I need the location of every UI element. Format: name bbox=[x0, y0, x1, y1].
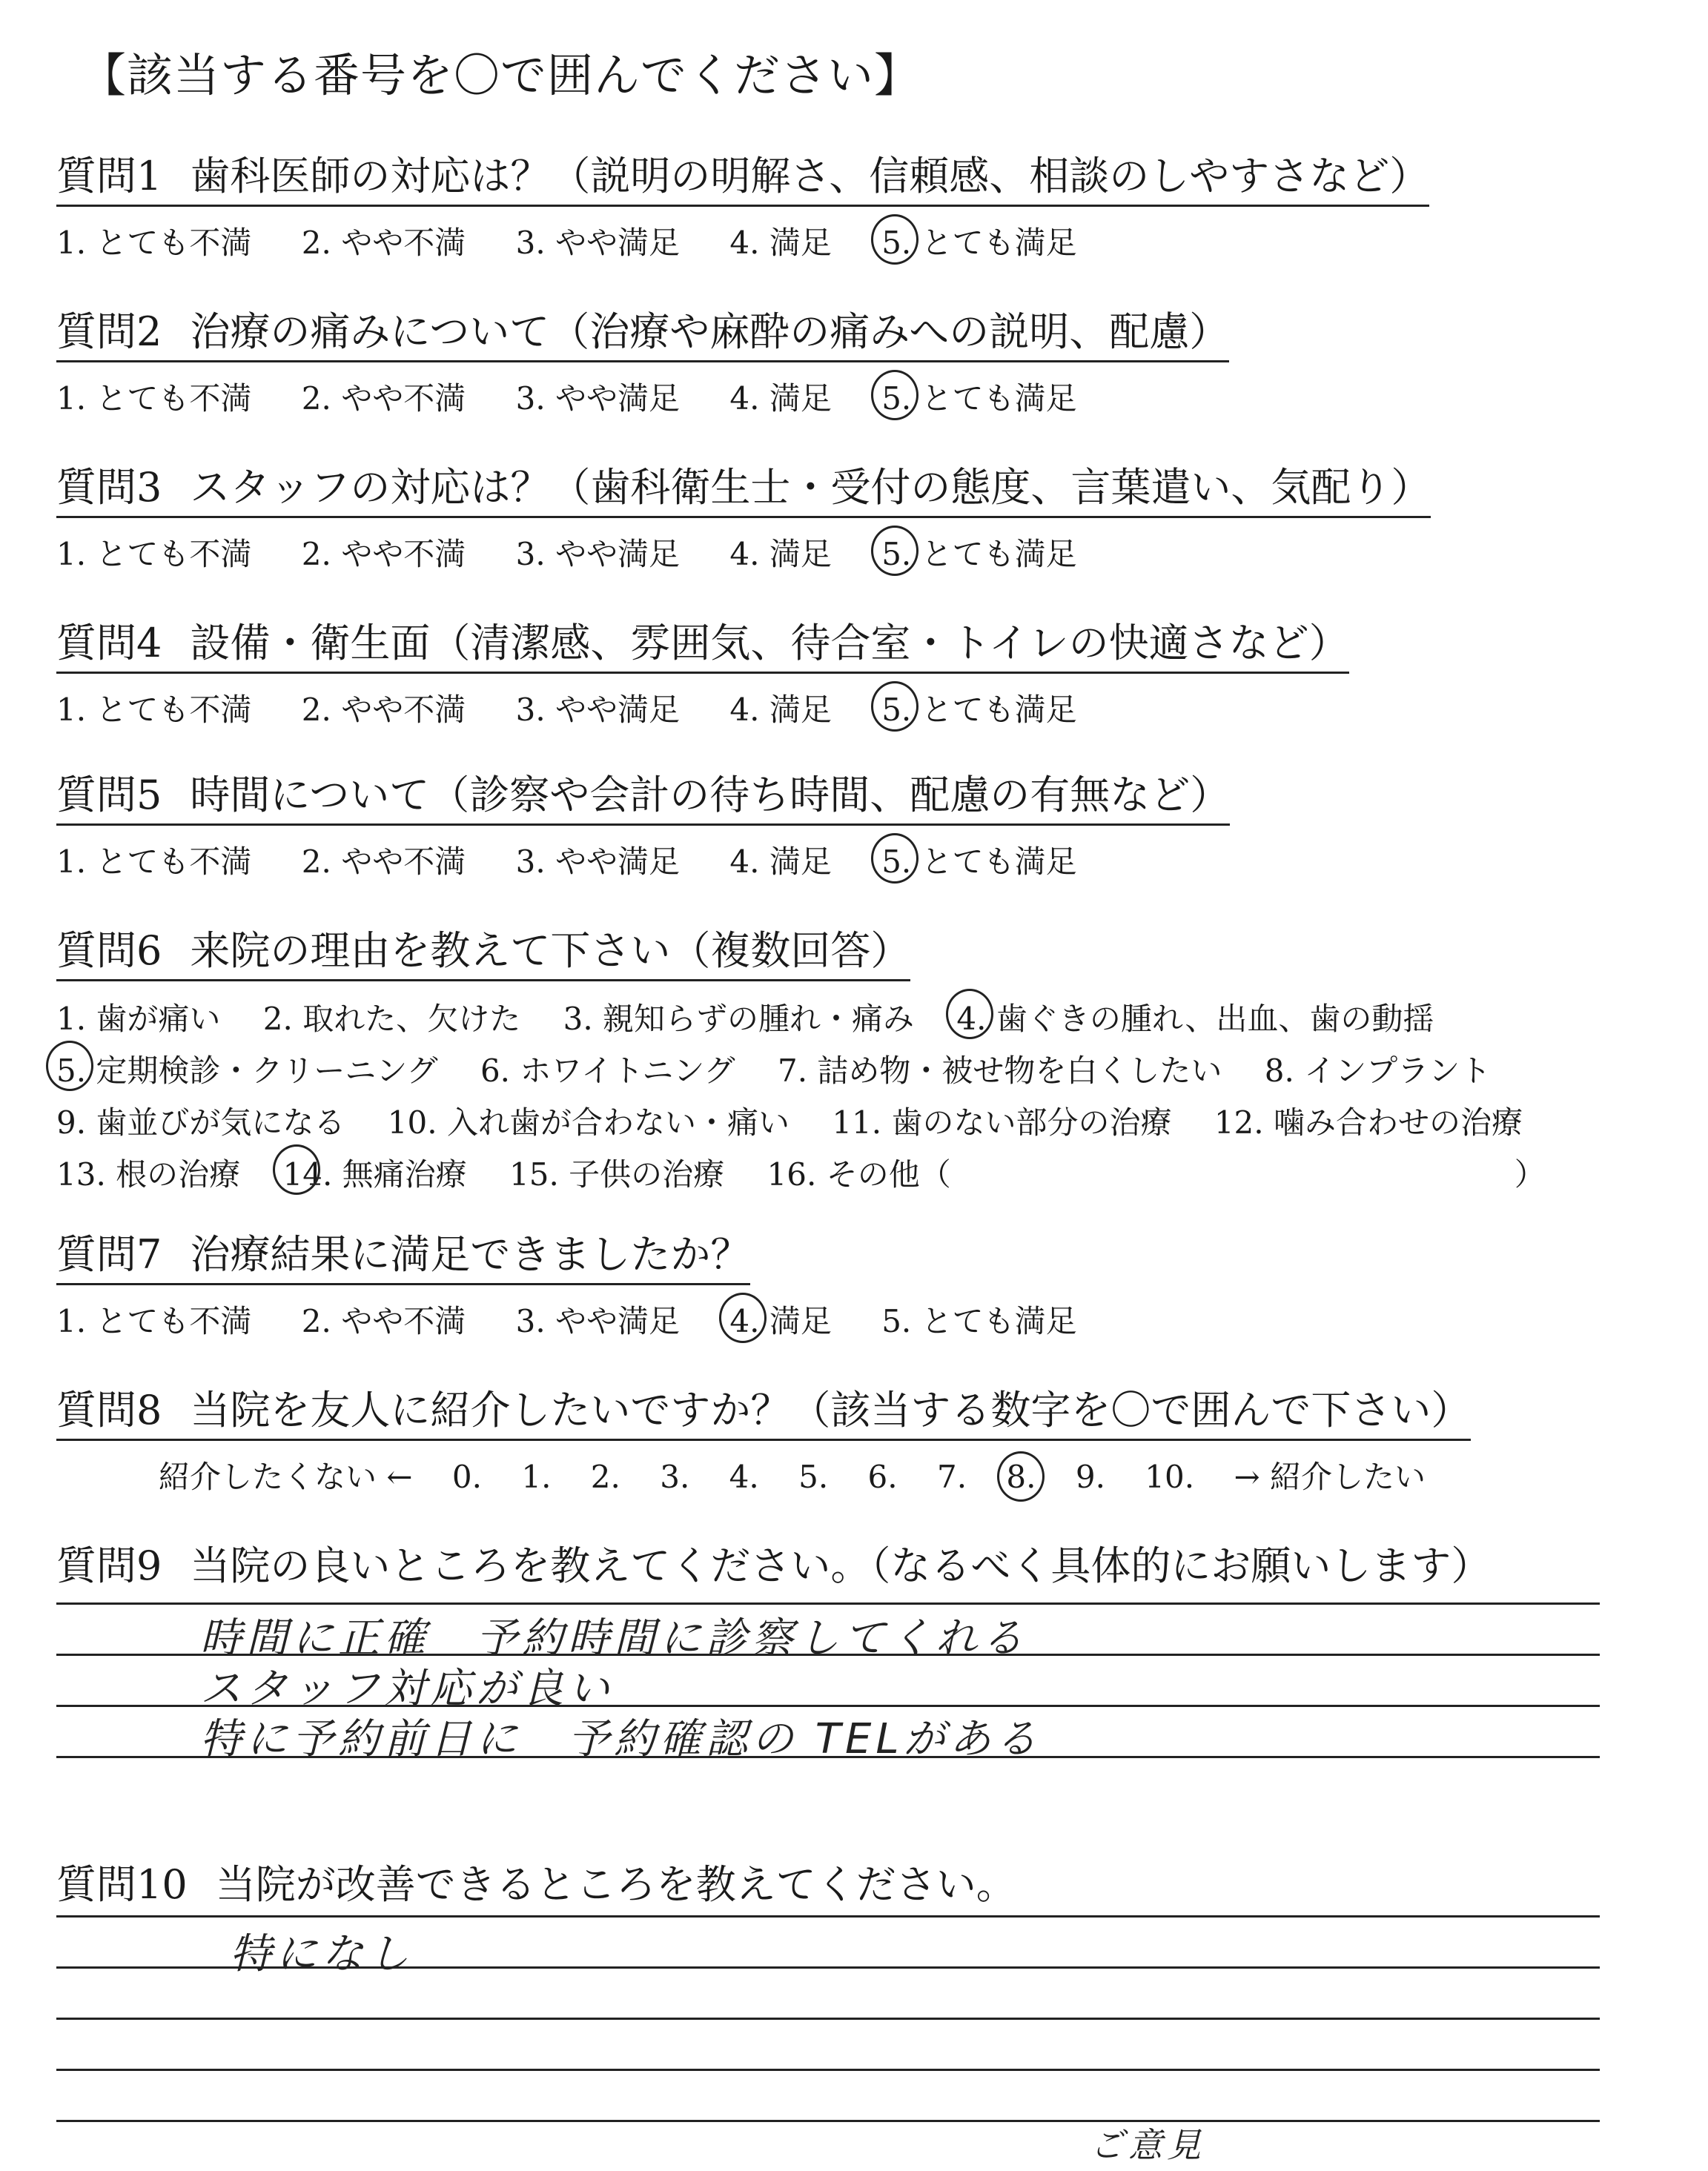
scale-0[interactable]: 0. bbox=[451, 1459, 482, 1495]
answer-options bbox=[56, 374, 1635, 419]
option-3[interactable]: 3. やや満足 bbox=[515, 692, 681, 728]
selection-circle bbox=[871, 214, 918, 265]
question-8 bbox=[56, 1379, 1635, 1497]
question-title: 質問10 当院が改善できるところを教えてください。 bbox=[56, 1861, 1016, 1908]
answer-options bbox=[56, 686, 1635, 730]
options-row bbox=[56, 993, 1635, 1045]
option-12[interactable]: 12. 噛み合わせの治療 bbox=[1214, 1104, 1523, 1141]
option-5-circled[interactable]: 5. とても満足 bbox=[881, 686, 1076, 730]
scale-right-label: → 紹介したい bbox=[1234, 1459, 1426, 1495]
option-5-circled[interactable]: 5. とても満足 bbox=[881, 530, 1076, 574]
option-2[interactable]: 2. やや不満 bbox=[301, 692, 466, 728]
option-4-circled[interactable]: 4. 歯ぐきの腫れ、出血、歯の動揺 bbox=[956, 993, 1434, 1045]
option-4[interactable]: 4. 満足 bbox=[729, 225, 832, 261]
scale-3[interactable]: 3. bbox=[660, 1459, 690, 1495]
answer-options bbox=[56, 1297, 1635, 1342]
scale-2[interactable]: 2. bbox=[590, 1459, 620, 1495]
option-2[interactable]: 2. やや不満 bbox=[301, 380, 466, 417]
question-title: 質問7 治療結果に満足できましたか？ bbox=[56, 1223, 750, 1285]
options-row bbox=[56, 1097, 1635, 1149]
option-13[interactable]: 13. 根の治療 bbox=[56, 1156, 241, 1193]
selection-circle bbox=[871, 526, 918, 576]
answer-line bbox=[56, 1915, 1600, 1918]
answer-line bbox=[56, 1602, 1600, 1605]
option-7[interactable]: 7. 詰め物・被せ物を白くしたい bbox=[777, 1053, 1222, 1089]
scale-6[interactable]: 6. bbox=[867, 1459, 898, 1495]
question-title: 質問2 治療の痛みについて（治療や麻酔の痛みへの説明、配慮） bbox=[56, 300, 1229, 362]
question-title: 質問8 当院を友人に紹介したいですか？（該当する数字を〇で囲んで下さい） bbox=[56, 1379, 1471, 1441]
option-16-other[interactable]: 16. その他（ ） bbox=[767, 1156, 1546, 1193]
option-14-circled[interactable]: 14. 無痛治療 bbox=[283, 1149, 467, 1201]
question-2 bbox=[56, 300, 1635, 419]
question-title: 質問9 当院の良いところを教えてください。（なるべく具体的にお願いします） bbox=[56, 1542, 1492, 1589]
question-title: 質問1 歯科医師の対応は？（説明の明解さ、信頼感、相談のしやすさなど） bbox=[56, 145, 1429, 207]
answer-options bbox=[56, 838, 1635, 882]
selection-circle bbox=[946, 989, 993, 1039]
option-2[interactable]: 2. やや不満 bbox=[301, 225, 466, 261]
option-11[interactable]: 11. 歯のない部分の治療 bbox=[832, 1104, 1172, 1141]
answer-options bbox=[56, 530, 1635, 574]
option-1[interactable]: 1. とても不満 bbox=[56, 1303, 252, 1339]
option-4[interactable]: 4. 満足 bbox=[729, 536, 832, 572]
option-1[interactable]: 1. とても不満 bbox=[56, 536, 252, 572]
question-3 bbox=[56, 456, 1635, 574]
question-5 bbox=[56, 763, 1635, 882]
handwritten-answer-line-2: スタッフ対応が良い bbox=[200, 1665, 614, 1713]
selection-circle bbox=[871, 370, 918, 420]
option-1[interactable]: 1. とても不満 bbox=[56, 380, 252, 417]
scale-8-circled[interactable]: 8. bbox=[1006, 1459, 1036, 1495]
question-title: 質問4 設備・衛生面（清潔感、雰囲気、待合室・トイレの快適さなど） bbox=[56, 611, 1349, 674]
question-6 bbox=[56, 919, 1635, 1201]
option-4[interactable]: 4. 満足 bbox=[729, 692, 832, 728]
question-9 bbox=[56, 1534, 1635, 1591]
recommend-scale bbox=[159, 1453, 1635, 1497]
option-3[interactable]: 3. やや満足 bbox=[515, 1303, 681, 1339]
option-9[interactable]: 9. 歯並びが気になる bbox=[56, 1104, 345, 1141]
question-1 bbox=[56, 145, 1635, 263]
scale-5[interactable]: 5. bbox=[798, 1459, 829, 1495]
option-3[interactable]: 3. やや満足 bbox=[515, 380, 681, 417]
handwritten-answer-line-1: 時間に正確 予約時間に診察してくれる bbox=[200, 1614, 1027, 1663]
handwritten-answer-line-3: 特に予約前日に 予約確認の TELがある bbox=[200, 1715, 1042, 1763]
scale-left-label: 紹介したくない ← bbox=[159, 1459, 413, 1495]
option-2[interactable]: 2. やや不満 bbox=[301, 1303, 466, 1339]
option-5[interactable]: 5. とても満足 bbox=[881, 1303, 1077, 1339]
option-3[interactable]: 3. やや満足 bbox=[515, 843, 681, 880]
option-10[interactable]: 10. 入れ歯が合わない・痛い bbox=[387, 1104, 790, 1141]
option-2[interactable]: 2. 取れた、欠けた bbox=[262, 1001, 521, 1037]
question-4 bbox=[56, 611, 1635, 730]
option-3[interactable]: 3. 親知らずの腫れ・痛み bbox=[563, 1001, 915, 1037]
option-1[interactable]: 1. 歯が痛い bbox=[56, 1001, 221, 1037]
scale-1[interactable]: 1. bbox=[521, 1459, 552, 1495]
selection-circle bbox=[871, 833, 918, 884]
option-3[interactable]: 3. やや満足 bbox=[515, 536, 681, 572]
options-row bbox=[56, 1045, 1635, 1097]
option-5-circled[interactable]: 5. とても満足 bbox=[881, 838, 1076, 882]
answer-options bbox=[56, 219, 1635, 263]
answer-line bbox=[56, 2069, 1600, 2071]
page-title: 【該当する番号を〇で囲んでください】 bbox=[80, 48, 921, 102]
option-1[interactable]: 1. とても不満 bbox=[56, 843, 252, 880]
option-5-circled[interactable]: 5. とても満足 bbox=[881, 374, 1076, 419]
handwritten-answer-q10: 特になし bbox=[230, 1930, 414, 1978]
question-title: 質問6 来院の理由を教えて下さい（複数回答） bbox=[56, 919, 910, 981]
scale-4[interactable]: 4. bbox=[729, 1459, 759, 1495]
option-4-circled[interactable]: 4. 満足 bbox=[729, 1297, 831, 1342]
question-title: 質問3 スタッフの対応は？（歯科衛生士・受付の態度、言葉遣い、気配り） bbox=[56, 456, 1431, 518]
option-8[interactable]: 8. インプラント bbox=[1264, 1053, 1492, 1089]
option-1[interactable]: 1. とても不満 bbox=[56, 692, 252, 728]
scale-9[interactable]: 9. bbox=[1075, 1459, 1105, 1495]
options-row bbox=[56, 1149, 1635, 1201]
option-4[interactable]: 4. 満足 bbox=[729, 843, 832, 880]
option-5-circled[interactable]: 5. 定期検診・クリーニング bbox=[56, 1045, 438, 1097]
option-4[interactable]: 4. 満足 bbox=[729, 380, 832, 417]
option-2[interactable]: 2. やや不満 bbox=[301, 843, 466, 880]
option-5-circled[interactable]: 5. とても満足 bbox=[881, 219, 1076, 263]
answer-line bbox=[56, 2120, 1600, 2122]
question-7 bbox=[56, 1223, 1635, 1342]
selection-circle bbox=[46, 1041, 93, 1091]
footer-handwriting: ご意見 bbox=[1090, 2125, 1205, 2165]
answer-line bbox=[56, 2018, 1600, 2020]
option-2[interactable]: 2. やや不満 bbox=[301, 536, 466, 572]
option-6[interactable]: 6. ホワイトニング bbox=[480, 1053, 735, 1089]
selection-circle bbox=[871, 681, 918, 732]
question-10 bbox=[56, 1853, 1635, 1910]
selection-circle bbox=[719, 1293, 767, 1343]
scale-10[interactable]: 10. bbox=[1145, 1459, 1195, 1495]
answer-options bbox=[56, 993, 1635, 1201]
option-15[interactable]: 15. 子供の治療 bbox=[509, 1156, 725, 1193]
option-3[interactable]: 3. やや満足 bbox=[515, 225, 681, 261]
option-1[interactable]: 1. とても不満 bbox=[56, 225, 252, 261]
selection-circle bbox=[273, 1144, 320, 1195]
question-title: 質問5 時間について（診察や会計の待ち時間、配慮の有無など） bbox=[56, 763, 1230, 826]
scale-7[interactable]: 7. bbox=[936, 1459, 967, 1495]
